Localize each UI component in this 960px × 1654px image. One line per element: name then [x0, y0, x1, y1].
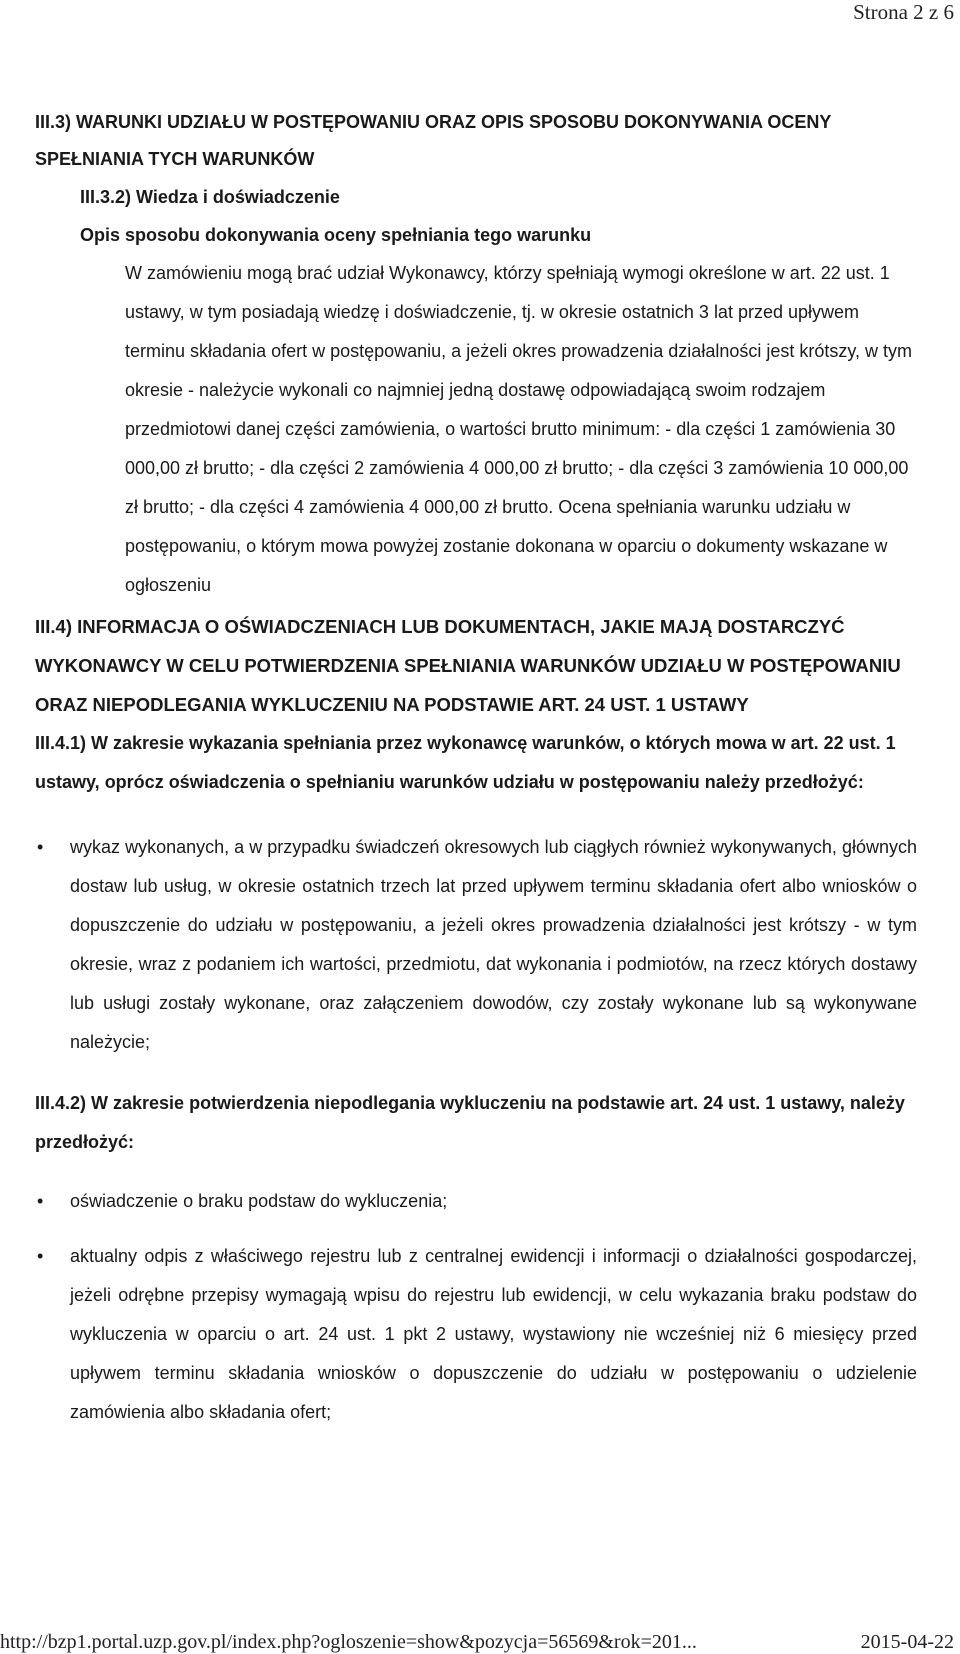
source-url: http://bzp1.portal.uzp.gov.pl/index.php?ogloszenie=show&pozycja=56569&rok=201... [0, 1631, 697, 1653]
list-item-text: wykaz wykonanych, a w przypadku świadczeń okresowych lub ciągłych również wykonywanych, głównych dostaw lub usług, w okresie ostatnich trzech lat przed upływem terminu składania ofert albo wniosków o dopuszczenie do udziału w postępowaniu, a jeżeli okres prowadzenia działalności jest krótszy - w tym okresie, wraz z podaniem ich wartości, przedmiotu, dat wykonania i podmiotów, na rzecz których dostawy lub usługi zostały wykonane, oraz załączeniem dowodów, czy zostały wykonane lub są wykonywane należycie; [70, 837, 917, 1052]
subsection-3-4-2-title: III.4.2) W zakresie potwierdzenia niepodlegania wykluczeniu na podstawie art. 24 ust. 1 ustawy, należy przedłożyć: [35, 1093, 905, 1152]
print-date: 2015-04-22 [860, 1631, 954, 1653]
subsection-3-4-1-list [35, 828, 917, 1062]
list-item-text: aktualny odpis z właściwego rejestru lub z centralnej ewidencji i informacji o działalności gospodarczej, jeżeli odrębne przepisy wymagają wpisu do rejestru lub ewidencji, w celu wykazania braku podstaw do wykluczenia w oparciu o art. 24 ust. 1 pkt 2 ustawy, wystawiony nie wcześniej niż 6 miesięcy przed upływem terminu składania wniosków o dopuszczenie do udziału w postępowaniu o udzielenie zamówienia albo składania ofert; [70, 1246, 917, 1422]
list-item [35, 1237, 917, 1432]
bullet-icon: • [37, 1246, 44, 1266]
document-body [35, 104, 917, 1432]
bullet-icon: • [37, 837, 44, 857]
subsection-3-4-1-title: III.4.1) W zakresie wykazania spełniania przez wykonawcę warunków, o których mowa w art. 22 ust. 1 ustawy, oprócz oświadczenia o spełnianiu warunków udziału w postępowaniu należy przedłożyć: [35, 733, 896, 792]
section-3-3-title: III.3) WARUNKI UDZIAŁU W POSTĘPOWANIU ORAZ OPIS SPOSOBU DOKONYWANIA OCENY SPEŁNIANIA TYCH WARUNKÓW [35, 112, 832, 169]
bullet-icon: • [37, 1191, 44, 1211]
subsection-3-3-2-title: III.3.2) Wiedza i doświadczenie [80, 187, 340, 207]
assessment-text: W zamówieniu mogą brać udział Wykonawcy, którzy spełniają wymogi określone w art. 22 ust. 1 ustawy, w tym posiadają wiedzę i doświadczenie, tj. w okresie ostatnich 3 lat przed upływem terminu składania ofert w postępowaniu, a jeżeli okres prowadzenia działalności jest krótszy, w tym okresie - należycie wykonali co najmniej jedną dostawę odpowiadającą swoim rodzajem przedmiotowi danej części zamówienia, o wartości brutto minimum: - dla części 1 zamówienia 30 000,00 zł brutto; - dla części 2 zamówienia 4 000,00 zł brutto; - dla części 3 zamówienia 10 000,00 zł brutto; - dla części 4 zamówienia 4 000,00 zł brutto. Ocena spełniania warunku udziału w postępowaniu, o którym mowa powyżej zostanie dokonana w oparciu o dokumenty wskazane w ogłoszeniu [125, 263, 913, 595]
list-item [35, 1182, 917, 1221]
subsection-3-4-2-list [35, 1182, 917, 1432]
section-3-4-title: III.4) INFORMACJA O OŚWIADCZENIACH LUB DOKUMENTACH, JAKIE MAJĄ DOSTARCZYĆ WYKONAWCY W CELU POTWIERDZENIA SPEŁNIANIA WARUNKÓW UDZIAŁU W POSTĘPOWANIU ORAZ NIEPODLEGANIA WYKLUCZENIU NA PODSTAWIE ART. 24 UST. 1 USTAWY [35, 616, 901, 715]
list-item-text: oświadczenie o braku podstaw do wykluczenia; [70, 1191, 448, 1211]
list-item [35, 828, 917, 1062]
page-number: Strona 2 z 6 [853, 0, 954, 24]
assessment-heading: Opis sposobu dokonywania oceny spełniania tego warunku [80, 225, 592, 245]
page-footer [0, 1628, 954, 1654]
